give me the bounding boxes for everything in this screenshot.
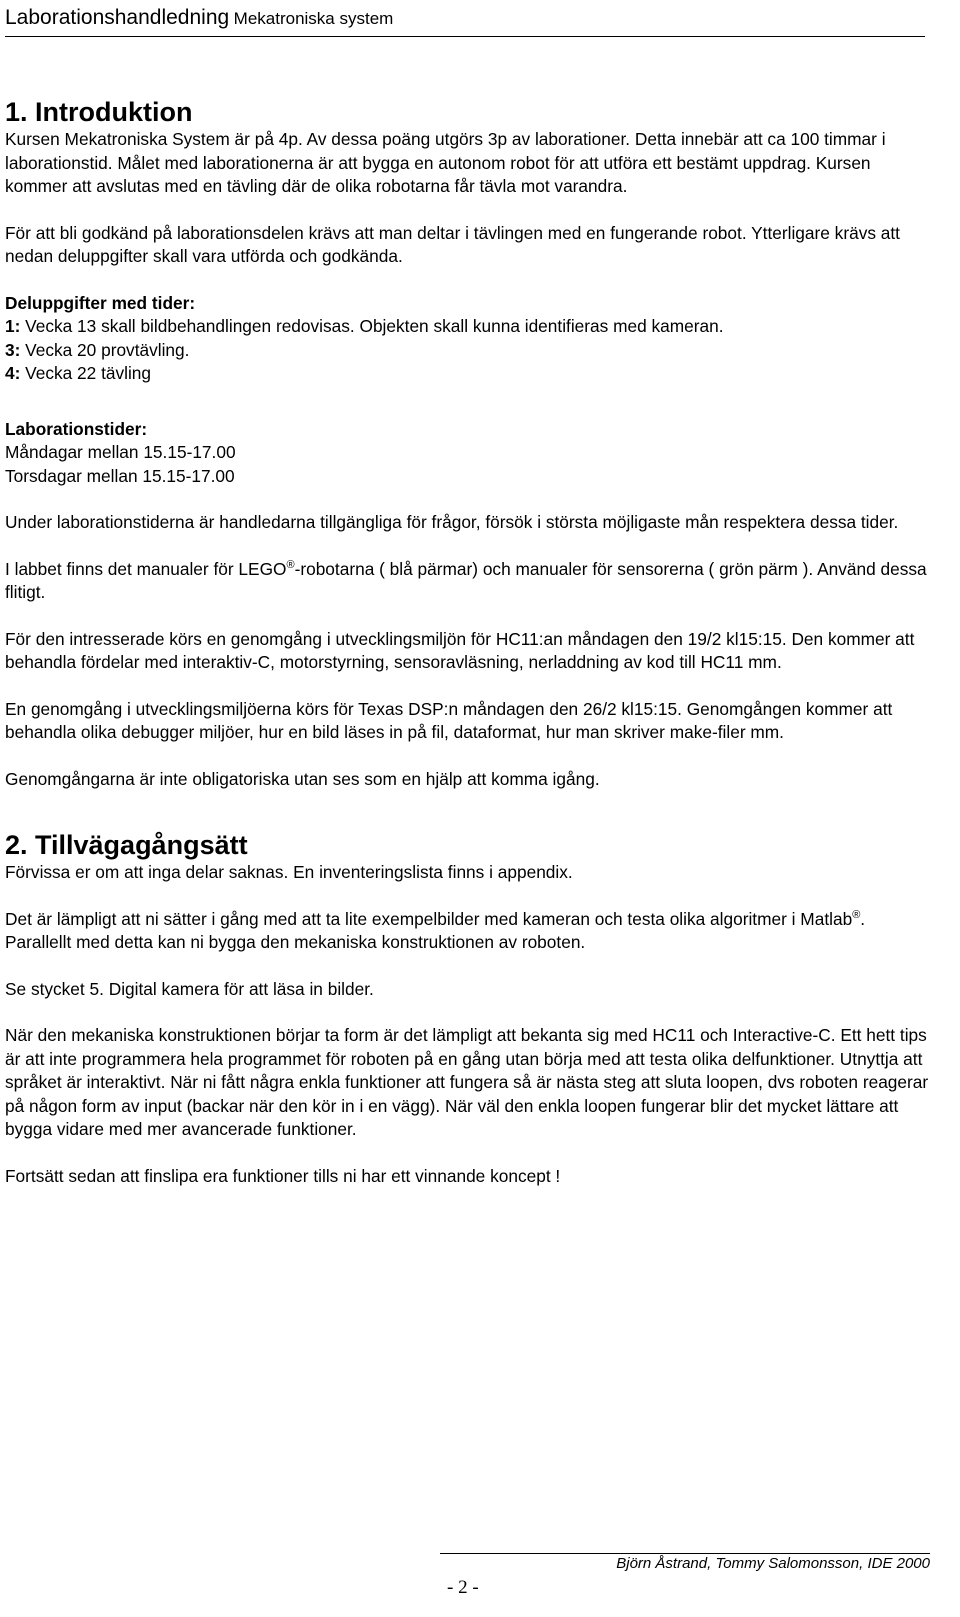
lab-time-item: Måndagar mellan 15.15-17.00 xyxy=(5,442,236,462)
task-item xyxy=(5,315,930,339)
task-text: Vecka 22 tävling xyxy=(20,363,152,383)
inventory-paragraph: Förvissa er om att inga delar saknas. En inventeringslista finns i appendix. xyxy=(5,862,573,882)
supervisors-paragraph: Under laborationstiderna är handledarna tillgängliga för frågor, försök i största möjligaste mån respektera dessa tider. xyxy=(5,512,899,532)
section-2-heading: 2. Tillvägagångsätt xyxy=(5,830,248,860)
lab-time-item: Torsdagar mellan 15.15-17.00 xyxy=(5,465,235,486)
camera-paragraph: Se stycket 5. Digital kamera för att läsa in bilder. xyxy=(5,978,374,999)
header-title: Laborationshandledning xyxy=(5,6,230,29)
approval-paragraph: För att bli godkänd på laborationsdelen krävs att man deltar i tävlingen med en fungerande robot. Ytterligare krävs att nedan deluppgifter skall vara utförda och godkända. xyxy=(5,222,900,266)
registered-mark: ® xyxy=(286,558,295,571)
task-number: 3: xyxy=(5,339,21,360)
document-body xyxy=(5,96,930,1211)
finalize-paragraph: Fortsätt sedan att finslipa era funktioner tills ni har ett vinnande koncept ! xyxy=(5,1165,561,1186)
task-number: 1: xyxy=(5,316,21,336)
task-text: Vecka 20 provtävling. xyxy=(20,339,190,360)
task-number: 4: xyxy=(5,363,21,383)
construction-paragraph: När den mekaniska konstruktionen börjar ta form är det lämpligt att bekanta sig med HC11 och Interactive-C. Ett hett tips är att inte programmera hela programmet för roboten på en gång utan börja med att testa olika delfunktioner. Utnyttja att språket är interaktivt. När ni fått några enkla funktioner att fungera så är nästa steg att sluta loopen, dvs roboten reagerar på någon form av input (backar när den kör in i en vägg). När väl den enkla loopen fungerar blir det mycket lättare att bygga vidare med mer avancerade funktioner. xyxy=(5,1025,929,1139)
footer-author: Björn Åstrand, Tommy Salomonsson, IDE 2000 xyxy=(616,1555,930,1572)
task-text: Vecka 13 skall bildbehandlingen redovisas. Objekten skall kunna identifieras med kameran. xyxy=(20,316,724,336)
section-1-heading: 1. Introduktion xyxy=(5,97,193,127)
page-header xyxy=(5,6,925,37)
registered-mark: ® xyxy=(852,908,861,921)
intro-paragraph: Kursen Mekatroniska System är på 4p. Av dessa poäng utgörs 3p av laborationer. Detta innebär att ca 100 timmar i laborationstid. Målet med laborationerna är att bygga en autonom robot för att utföra ett bestämt uppdrag. Kursen kommer att avslutas med en tävling där de olika robotarna får tävla mot varandra. xyxy=(5,129,886,196)
lab-times-heading: Laborationstider: xyxy=(5,418,148,439)
hc11-paragraph: För den intresserade körs en genomgång i utvecklingsmiljön för HC11:an måndagen den 19/2 kl15:15. Den kommer att behandla fördelar med interaktiv-C, motorstyrning, sensoravläsning, nerladdning av kod till HC11 mm. xyxy=(5,628,915,672)
manuals-paragraph: I labbet finns det manualer för LEGO®-robotarna ( blå pärmar) och manualer för sensorerna ( grön pärm ). Använd dessa flitigt. xyxy=(5,558,927,602)
optional-paragraph: Genomgångarna är inte obligatoriska utan ses som en hjälp att komma igång. xyxy=(5,768,600,789)
tasks-heading: Deluppgifter med tider: xyxy=(5,292,196,313)
dsp-paragraph: En genomgång i utvecklingsmiljöerna körs för Texas DSP:n måndagen den 26/2 kl15:15. Genomgången kommer att behandla olika debugger miljöer, hur en bild läses in på fil, dataformat, hur man skriver make-filer mm. xyxy=(5,698,893,742)
footer-divider xyxy=(440,1553,930,1554)
task-item xyxy=(5,362,930,386)
task-item xyxy=(5,339,930,363)
header-subtitle: Mekatroniska system xyxy=(233,9,394,28)
matlab-paragraph: Det är lämpligt att ni sätter i gång med att ta lite exempelbilder med kameran och testa olika algoritmer i Matlab®. Parallellt med detta kan ni bygga den mekaniska konstruktionen av roboten. xyxy=(5,908,866,952)
page-number: - 2 - xyxy=(447,1577,479,1598)
